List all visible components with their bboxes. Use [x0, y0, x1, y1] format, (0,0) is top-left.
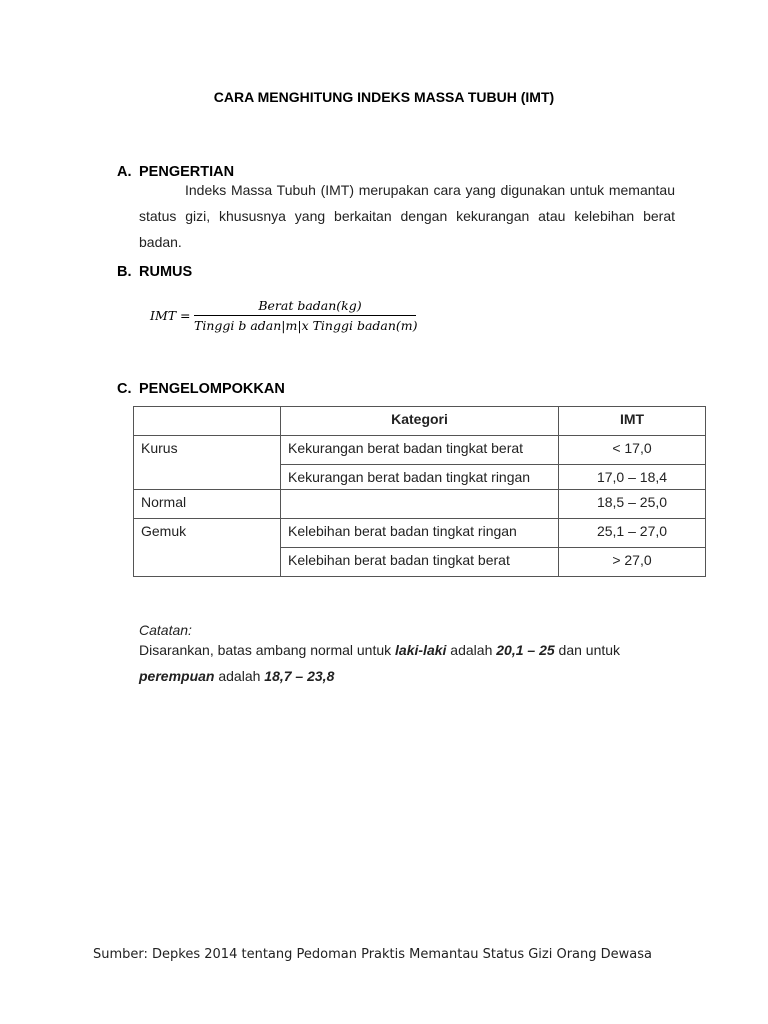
group-cell: Gemuk	[134, 519, 281, 577]
imt-cell: 25,1 – 27,0	[559, 519, 706, 548]
note-line-1	[139, 640, 699, 660]
header-cell-kategori: Kategori	[281, 407, 559, 436]
section-c-letter: C.	[117, 381, 132, 397]
note-text: adalah	[446, 642, 497, 658]
kategori-cell: Kekurangan berat badan tingkat berat	[281, 436, 559, 465]
note-block	[139, 620, 699, 686]
note-emphasis-female: perempuan	[139, 668, 215, 684]
note-text: adalah	[214, 668, 265, 684]
note-text: dan untuk	[554, 642, 621, 658]
note-label: Catatan:	[139, 622, 192, 638]
fraction-bar	[194, 315, 416, 316]
formula-denominator: Tinggi b adan|m|x Tinggi badan(m)	[194, 318, 418, 333]
section-a-paragraph	[139, 177, 675, 255]
source-footer: Sumber: Depkes 2014 tentang Pedoman Praktis Memantau Status Gizi Orang Dewasa	[93, 947, 652, 962]
note-line-2	[139, 666, 699, 686]
formula-fraction	[194, 298, 416, 333]
section-b-heading	[117, 264, 192, 280]
table-header-row	[134, 407, 706, 436]
imt-cell: 17,0 – 18,4	[559, 465, 706, 490]
note-range-female: 18,7 – 23,8	[264, 668, 335, 684]
section-a-title: PENGERTIAN	[139, 164, 235, 180]
section-a-letter: A.	[117, 164, 132, 180]
table-row	[134, 490, 706, 519]
imt-cell: > 27,0	[559, 548, 706, 577]
note-emphasis-male: laki-laki	[395, 642, 447, 658]
page-title: CARA MENGHITUNG INDEKS MASSA TUBUH (IMT)	[213, 89, 555, 105]
header-cell-group	[134, 407, 281, 436]
formula-lhs: IMT =	[150, 308, 191, 323]
formula-numerator: Berat badan(kg)	[258, 298, 362, 313]
table-row	[134, 519, 706, 548]
kategori-cell	[281, 490, 559, 519]
table-row	[134, 436, 706, 465]
kategori-cell: Kelebihan berat badan tingkat berat	[281, 548, 559, 577]
section-b-title: RUMUS	[139, 264, 193, 280]
imt-cell: 18,5 – 25,0	[559, 490, 706, 519]
bmi-category-table	[133, 406, 706, 577]
group-cell: Normal	[134, 490, 281, 519]
group-cell: Kurus	[134, 436, 281, 490]
imt-cell: < 17,0	[559, 436, 706, 465]
kategori-cell: Kekurangan berat badan tingkat ringan	[281, 465, 559, 490]
definition-text: Indeks Massa Tubuh (IMT) merupakan cara yang digunakan untuk memantau status gizi, khususnya yang berkaitan dengan kekurangan atau kelebihan berat badan.	[139, 182, 675, 250]
section-c-heading	[117, 381, 285, 397]
note-text: Disarankan, batas ambang normal untuk	[139, 642, 396, 658]
section-b-letter: B.	[117, 264, 132, 280]
header-cell-imt: IMT	[559, 407, 706, 436]
kategori-cell: Kelebihan berat badan tingkat ringan	[281, 519, 559, 548]
note-range-male: 20,1 – 25	[496, 642, 555, 658]
section-c-title: PENGELOMPOKKAN	[139, 381, 285, 397]
